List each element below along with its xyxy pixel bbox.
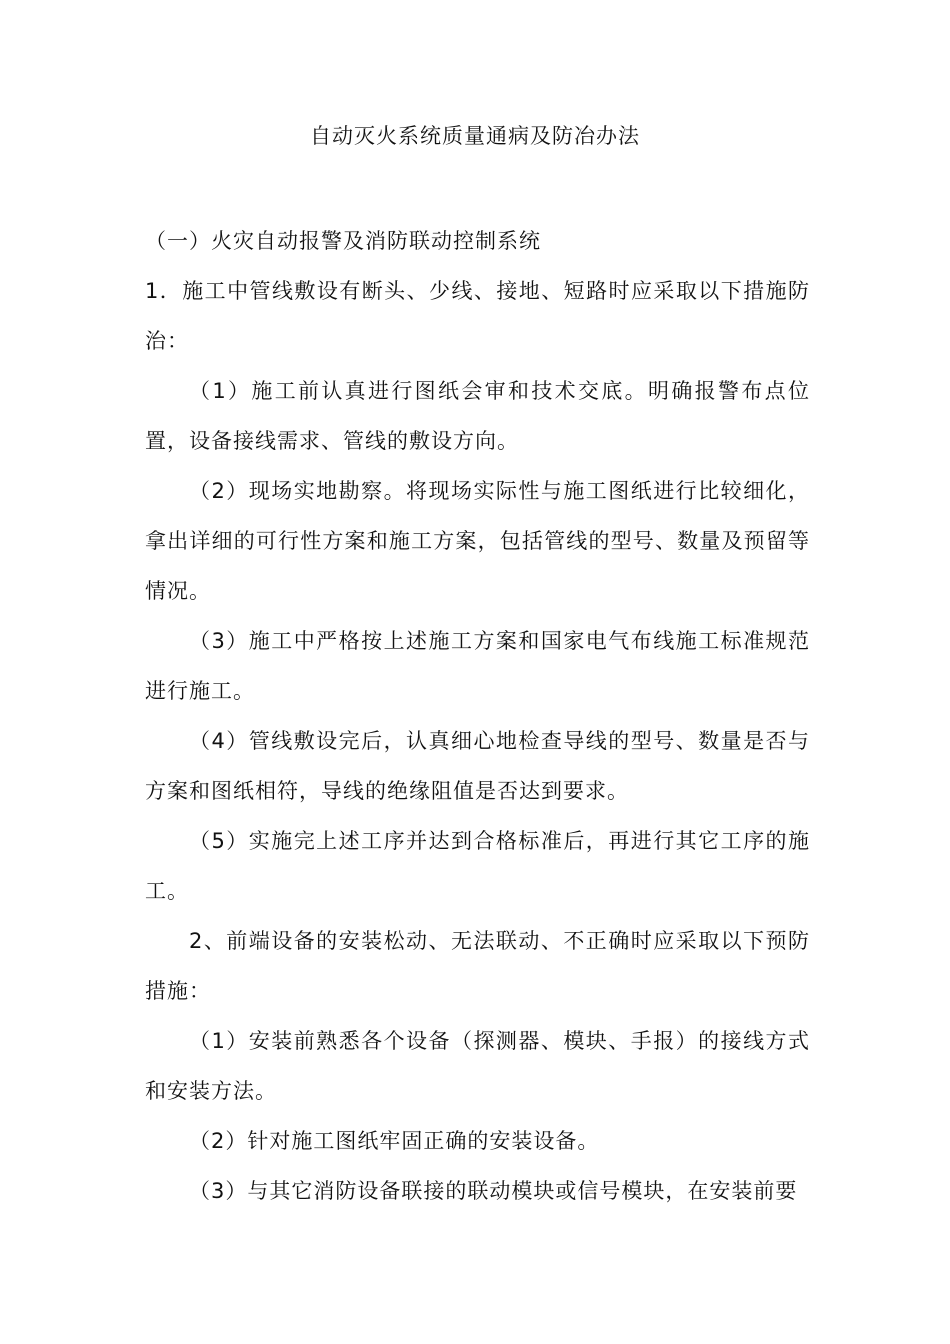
paragraph-1-2: （2）现场实地勘察。将现场实际性与施工图纸进行比较细化，拿出详细的可行性方案和施工方案，包括管线的型号、数量及预留等情况。: [145, 479, 810, 603]
item-2-heading: 2、前端设备的安装松动、无法联动、不正确时应采取以下预防措施：: [145, 929, 810, 1003]
paragraph-1-5: （5）实施完上述工序并达到合格标准后，再进行其它工序的施工。: [145, 829, 810, 903]
paragraph-1-1: （1）施工前认真进行图纸会审和技术交底。明确报警布点位置，设备接线需求、管线的敷设方向。: [145, 379, 810, 453]
item-1-heading: 1．施工中管线敷设有断头、少线、接地、短路时应采取以下措施防治：: [145, 279, 810, 353]
document-title: 自动灭火系统质量通病及防冶办法: [310, 124, 640, 148]
paragraph-1-4: （4）管线敷设完后，认真细心地检查导线的型号、数量是否与方案和图纸相符，导线的绝缘阻值是否达到要求。: [145, 729, 810, 803]
document-body: [145, 216, 810, 1216]
paragraph-1-3: （3）施工中严格按上述施工方案和国家电气布线施工标准规范进行施工。: [145, 629, 810, 703]
paragraph-2-2: （2）针对施工图纸牢固正确的安装设备。: [189, 1129, 600, 1153]
paragraph-2-3: （3）与其它消防设备联接的联动模块或信号模块，在安装前要: [189, 1179, 798, 1203]
section-heading: （一）火灾自动报警及消防联动控制系统: [145, 229, 541, 253]
paragraph-2-1: （1）安装前熟悉各个设备（探测器、模块、手报）的接线方式和安装方法。: [145, 1029, 810, 1103]
